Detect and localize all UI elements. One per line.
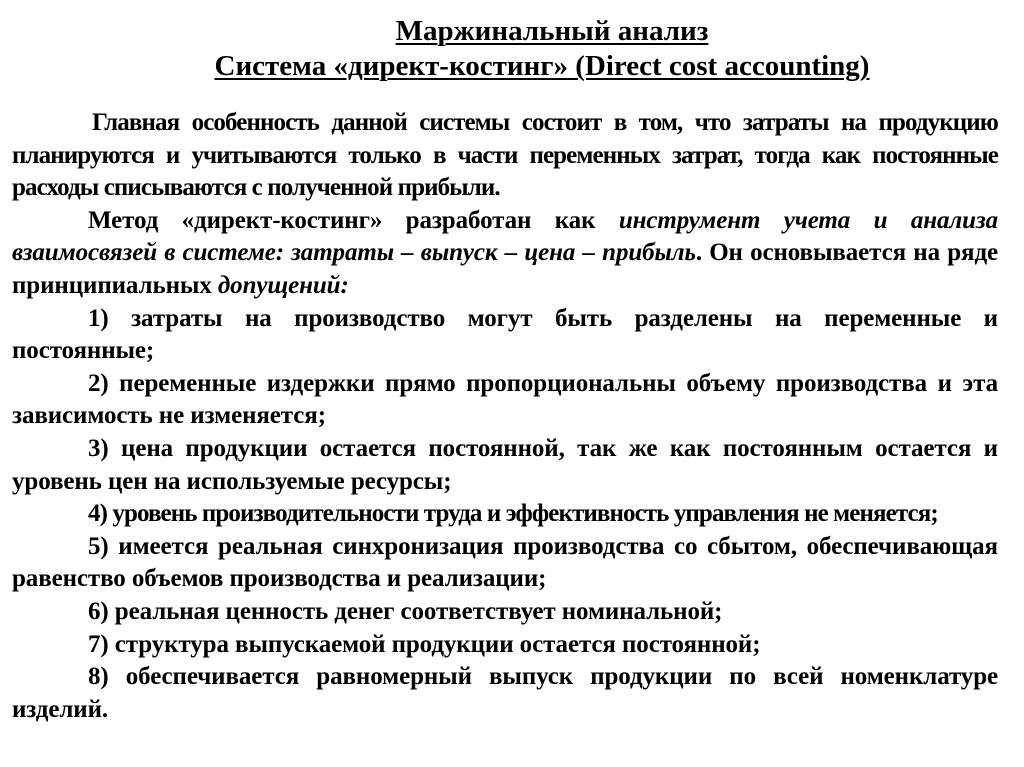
assumption-item-7: 7) структура выпускаемой продукции остается постоянной;: [88, 630, 761, 658]
assumption-item-8: 8) обеспечивается равномерный выпуск продукции по всей номенклатуре изделий.: [12, 663, 998, 723]
method-text-start: Метод «директ-костинг» разработан как: [88, 206, 619, 234]
title-line-2: Система «директ-костинг» (Direct cost accounting): [214, 50, 870, 82]
method-paragraph: [12, 205, 998, 303]
slide-title: [0, 14, 1024, 84]
assumption-item-2: 2) переменные издержки прямо пропорциональны объему производства и эта зависимость не изменяется;: [12, 369, 998, 430]
method-text-mid: . Он основывается на ряде принципиальных: [12, 239, 998, 299]
assumption-item-3: 3) цена продукции остается постоянной, так же как постоянным остается и уровень цен на используемые ресурсы;: [12, 434, 998, 495]
assumption-item-6: 6) реальная ценность денег соответствует номинальной;: [88, 597, 723, 625]
intro-paragraph: Главная особенность данной системы состоит в том, что затраты на продукцию планируются и учитываются только в части переменных затрат, тогда как постоянные расходы списываются с полученной прибыли.: [12, 109, 998, 202]
method-emphasis-assumptions: допущений:: [217, 271, 349, 299]
method-emphasis: инструмент учета и анализа взаимосвязей в системе: затраты – выпуск – цена – прибыль: [12, 206, 998, 267]
title-line-1: Маржинальный анализ: [395, 15, 709, 47]
assumption-item-5: 5) имеется реальная синхронизация производства со сбытом, обеспечивающая равенство объемов производства и реализации;: [12, 532, 998, 593]
slide-body: [12, 107, 998, 726]
assumption-item-1: 1) затраты на производство могут быть разделены на переменные и постоянные;: [12, 304, 998, 365]
assumption-item-4: 4) уровень производительности труда и эффективность управления не меняется;: [88, 500, 938, 528]
